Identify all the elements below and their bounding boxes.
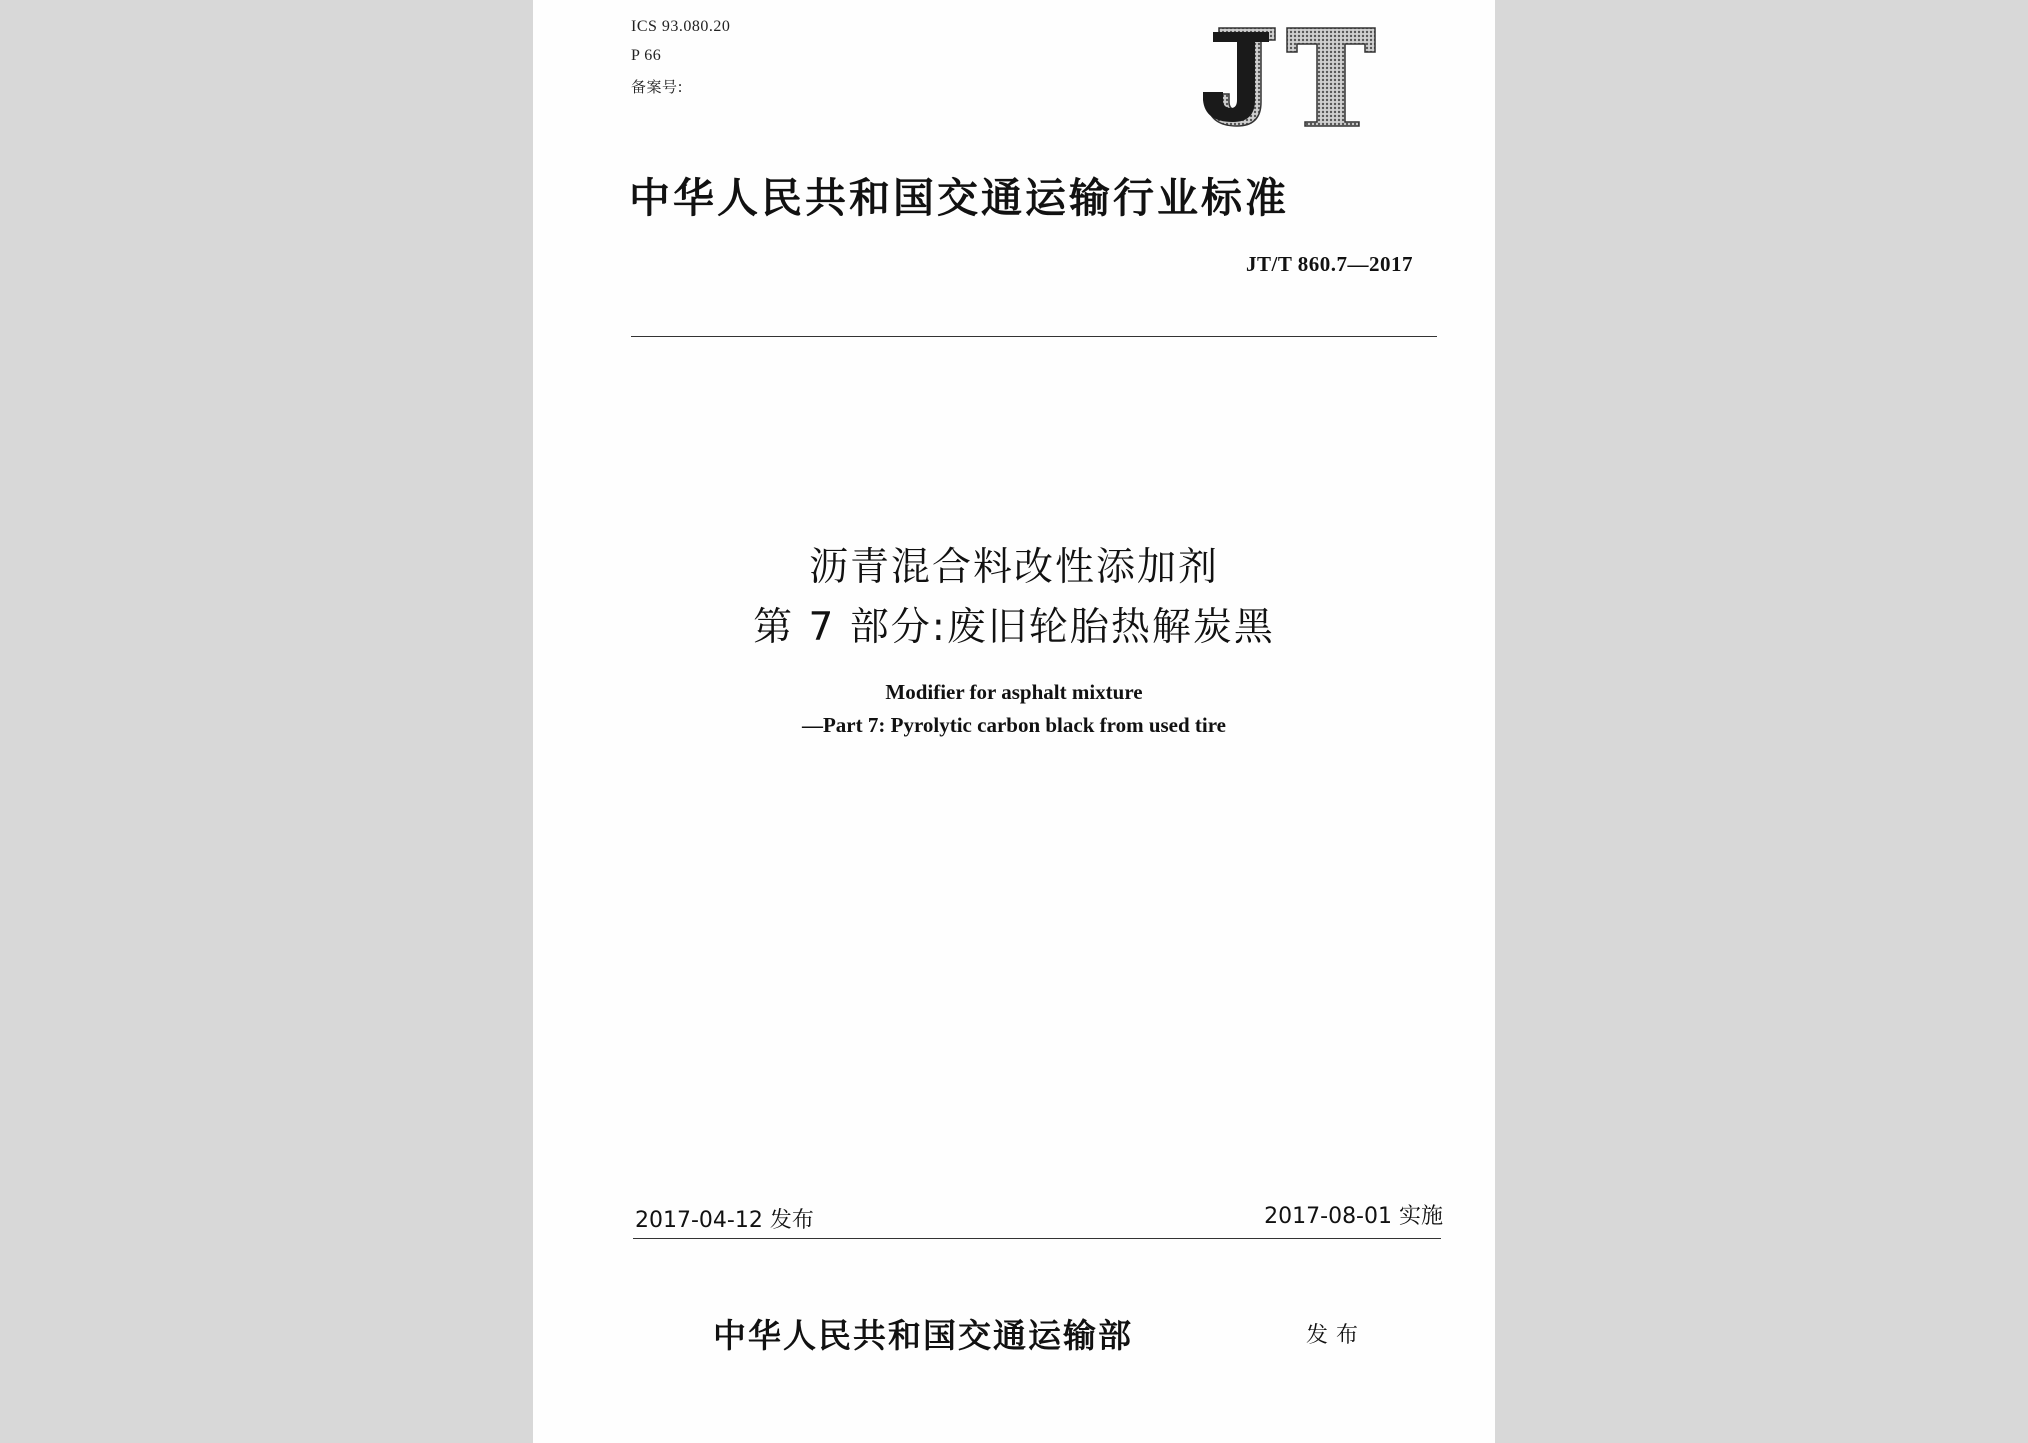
chinese-title-line-1: 沥青混合料改性添加剂 [808,545,1219,590]
ministry-title: 中华人民共和国交通运输行业标准 [629,174,1289,222]
implementation-date: 2017-08-01 实施 [1264,1204,1443,1229]
footer-divider [633,1238,1441,1239]
header-divider [631,336,1437,337]
english-title-line-1: Modifier for asphalt mixture [885,680,1143,704]
jt-logo [1189,22,1389,132]
publisher-name: 中华人民共和国交通运输部 [713,1316,1133,1355]
document-page [533,0,1495,1443]
standard-code: JT/T 860.7—2017 [1246,252,1413,276]
chinese-title-line-2: 第 7 部分:废旧轮胎热解炭黑 [753,605,1275,650]
record-number-label: 备案号: [631,78,684,96]
publish-label: 发布 [1306,1323,1367,1348]
ccs-code: P 66 [631,47,662,64]
issue-date: 2017-04-12 发布 [635,1208,814,1233]
english-title-line-2: —Part 7: Pyrolytic carbon black from used tire [801,713,1227,737]
ics-code: ICS 93.080.20 [631,18,731,35]
